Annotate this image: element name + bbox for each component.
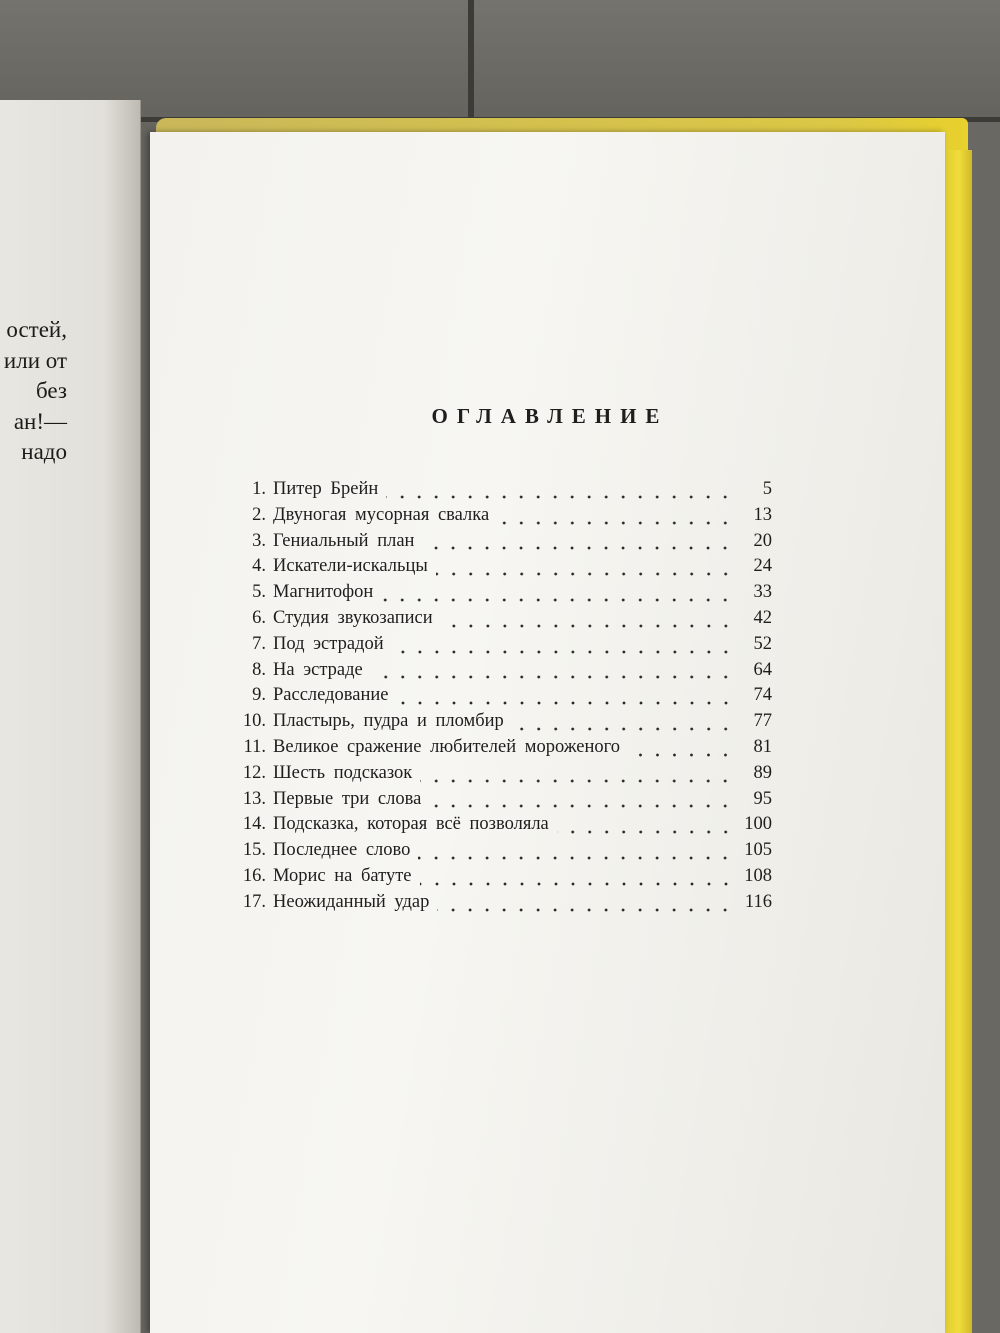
toc-entry-title: Морис на батуте — [273, 865, 412, 886]
toc-entry-number: 16. — [242, 865, 266, 886]
toc-dot-leader — [418, 856, 734, 860]
toc-entry — [232, 840, 772, 866]
toc-dot-leader — [392, 650, 734, 654]
toc-entry-number: 1. — [252, 479, 266, 499]
toc-dot-leader — [371, 675, 734, 679]
toc-entry-number: 3. — [252, 530, 266, 551]
toc-entry — [232, 582, 772, 608]
toc-entry-title: Искатели-искальцы — [273, 556, 428, 577]
toc-dot-leader — [429, 804, 734, 808]
toc-entry-page: 52 — [753, 633, 772, 654]
toc-dot-leader — [497, 521, 734, 525]
toc-entry — [232, 892, 772, 918]
toc-entry-number: 14. — [242, 814, 266, 835]
toc-entry-number: 6. — [252, 607, 266, 628]
left-page — [0, 100, 141, 1333]
toc-entry-title: Подсказка, которая всё позволяла — [273, 814, 549, 835]
toc-entry-number: 2. — [252, 504, 266, 525]
toc-entry-title: Магнитофон — [273, 582, 374, 603]
table-of-contents — [232, 479, 772, 918]
toc-entry-title: Последнее слово — [273, 840, 411, 861]
toc-entry-page: 42 — [753, 607, 772, 628]
toc-entry-number: 7. — [252, 633, 266, 654]
left-page-line: остей, — [6, 317, 67, 342]
left-page-line: надо — [21, 439, 67, 464]
toc-entry — [232, 634, 772, 660]
toc-entry — [232, 737, 772, 763]
toc-entry-number: 8. — [252, 659, 266, 680]
toc-heading: ОГЛАВЛЕНИЕ — [431, 404, 669, 428]
toc-entry-page: 64 — [753, 659, 772, 680]
toc-entry-title: На эстраде — [273, 659, 363, 680]
toc-dot-leader — [437, 908, 734, 912]
toc-entry-page: 100 — [744, 814, 772, 835]
toc-entry — [232, 711, 772, 737]
toc-entry-title: Великое сражение любителей мороженого — [273, 736, 621, 757]
left-page-text — [0, 315, 67, 468]
toc-entry — [232, 479, 772, 505]
toc-entry-title: Первые три слова — [273, 788, 422, 809]
toc-entry-title: Студия звукозаписи — [273, 607, 433, 628]
toc-dot-leader — [436, 572, 734, 576]
toc-entry-number: 11. — [243, 736, 266, 757]
toc-entry-number: 13. — [242, 788, 266, 809]
toc-entry-page: 5 — [762, 479, 772, 499]
toc-entry-number: 5. — [252, 582, 266, 603]
toc-entry-page: 105 — [744, 840, 772, 861]
toc-entry — [232, 608, 772, 634]
toc-entry-page: 116 — [744, 891, 772, 912]
toc-entry-title: Пластырь, пудра и пломбир — [273, 711, 504, 732]
toc-entry-number: 4. — [252, 556, 266, 577]
toc-entry-page: 20 — [753, 530, 772, 551]
toc-entry-title: Гениальный план — [273, 530, 415, 551]
toc-entry — [232, 505, 772, 531]
toc-entry — [232, 866, 772, 892]
book-cover-edge — [946, 150, 972, 1333]
toc-entry-title: Под эстрадой — [273, 633, 384, 654]
toc-entry-title: Неожиданный удар — [273, 891, 430, 912]
toc-entry-page: 81 — [753, 736, 772, 757]
toc-entry — [232, 789, 772, 815]
toc-entry — [232, 814, 772, 840]
toc-entry-page: 74 — [753, 685, 772, 706]
wood-plank-top — [0, 0, 1000, 120]
toc-dot-leader — [441, 624, 734, 628]
toc-dot-leader — [557, 830, 734, 834]
plank-gap — [468, 0, 474, 120]
toc-entry-page: 33 — [753, 582, 772, 603]
toc-entry-title: Шесть подсказок — [273, 762, 413, 783]
toc-entry-number: 17. — [242, 891, 266, 912]
toc-entry-number: 10. — [242, 711, 266, 732]
toc-dot-leader — [397, 701, 735, 705]
toc-entry-page: 95 — [753, 788, 772, 809]
left-page-line: или от — [3, 347, 67, 373]
left-page-line: ан!— — [13, 408, 67, 434]
toc-entry-number: 12. — [242, 762, 266, 783]
toc-entry — [232, 763, 772, 789]
toc-entry — [232, 531, 772, 557]
toc-entry — [232, 685, 772, 711]
toc-entry-number: 9. — [252, 685, 266, 706]
toc-entry — [232, 660, 772, 686]
toc-entry-title: Двуногая мусорная свалка — [273, 504, 490, 525]
toc-entry-title: Расследование — [273, 685, 389, 706]
toc-dot-leader — [628, 753, 734, 757]
toc-dot-leader — [386, 495, 734, 499]
toc-entry-page: 24 — [753, 556, 772, 577]
toc-dot-leader — [512, 727, 734, 731]
toc-entry-page: 89 — [753, 762, 772, 783]
toc-entry-page: 108 — [744, 865, 772, 886]
toc-entry-number: 15. — [242, 840, 266, 861]
toc-entry-page: 13 — [753, 504, 772, 525]
toc-dot-leader — [381, 598, 734, 602]
toc-dot-leader — [420, 779, 734, 783]
toc-entry-page: 77 — [753, 711, 772, 732]
left-page-line: без — [36, 378, 67, 403]
toc-dot-leader — [422, 546, 734, 550]
toc-entry-title: Питер Брейн — [273, 479, 379, 499]
toc-entry — [232, 556, 772, 582]
toc-dot-leader — [420, 882, 735, 886]
